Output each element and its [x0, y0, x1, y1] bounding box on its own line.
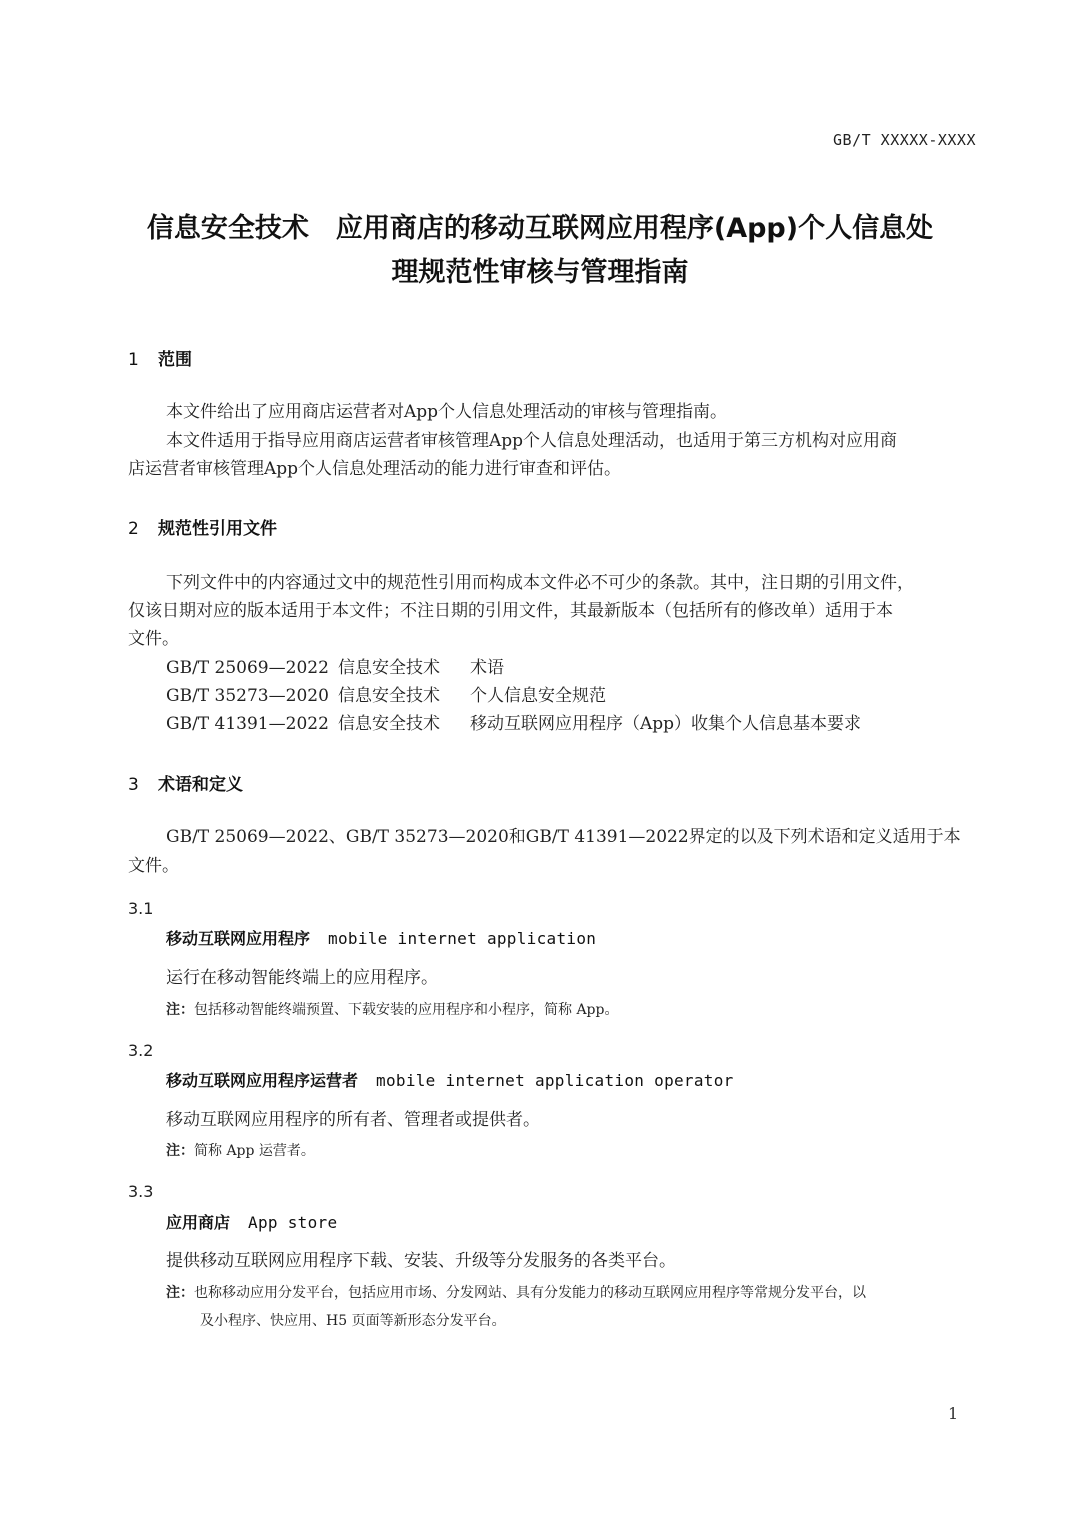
reference-field: 信息安全技术: [338, 686, 440, 706]
paragraph: 仅该日期对应的版本适用于本文件；不注日期的引用文件，其最新版本（包括所有的修改单）适用于本: [128, 601, 893, 621]
normative-reference: [166, 682, 606, 710]
paragraph: 本文件适用于指导应用商店运营者审核管理App个人信息处理活动，也适用于第三方机构对应用商: [166, 431, 898, 451]
section-number: 3: [128, 775, 139, 795]
normative-reference: [166, 710, 861, 738]
note-text: 包括移动智能终端预置、下载安装的应用程序和小程序，简称 App。: [194, 1002, 619, 1018]
normative-reference: [166, 654, 504, 682]
note-label: 注：: [166, 1143, 194, 1159]
term-entry: [166, 1210, 337, 1233]
paragraph: 文件。: [128, 856, 179, 876]
term-chinese: 移动互联网应用程序运营者: [166, 1071, 359, 1090]
reference-field: 信息安全技术: [338, 658, 440, 678]
page-number: 1: [948, 1404, 959, 1423]
term-number: 3.3: [128, 1182, 154, 1201]
document-title-line-1: 信息安全技术 应用商店的移动互联网应用程序(App)个人信息处: [146, 213, 934, 244]
note-label: 注：: [166, 1285, 194, 1301]
section-2-heading: [128, 514, 277, 539]
term-note-continuation: 及小程序、快应用、H5 页面等新形态分发平台。: [200, 1313, 506, 1329]
term-definition: 提供移动互联网应用程序下载、安装、升级等分发服务的各类平台。: [166, 1251, 676, 1271]
reference-title: 移动互联网应用程序（App）收集个人信息基本要求: [470, 714, 862, 734]
note-label: 注：: [166, 1002, 194, 1018]
section-title: 规范性引用文件: [158, 519, 277, 539]
paragraph: 文件。: [128, 629, 179, 649]
term-number: 3.2: [128, 1041, 154, 1060]
note-text: 也称移动应用分发平台，包括应用市场、分发网站、具有分发能力的移动互联网应用程序等常规分发平台，以: [194, 1285, 866, 1301]
term-number: 3.1: [128, 899, 154, 918]
section-number: 1: [128, 350, 139, 370]
term-entry: [166, 926, 596, 949]
note-text: 简称 App 运营者。: [194, 1143, 315, 1159]
term-entry: [166, 1068, 734, 1091]
reference-code: GB/T 35273—2020: [166, 686, 329, 706]
term-note: [166, 1140, 315, 1160]
term-english: mobile internet application: [328, 929, 597, 948]
document-title-line-2: 理规范性审核与管理指南: [391, 257, 689, 288]
term-note: [166, 999, 618, 1019]
section-title: 范围: [158, 350, 192, 370]
reference-title: 个人信息安全规范: [470, 686, 606, 706]
reference-code: GB/T 25069—2022: [166, 658, 329, 678]
reference-field: 信息安全技术: [338, 714, 440, 734]
reference-code: GB/T 41391—2022: [166, 714, 329, 734]
section-title: 术语和定义: [158, 775, 243, 795]
term-note: [166, 1282, 866, 1302]
paragraph: 下列文件中的内容通过文中的规范性引用而构成本文件必不可少的条款。其中，注日期的引用文件，: [166, 573, 914, 593]
term-chinese: 应用商店: [166, 1213, 231, 1232]
term-chinese: 移动互联网应用程序: [166, 929, 311, 948]
reference-title: 术语: [470, 658, 504, 678]
section-1-heading: [128, 345, 192, 370]
paragraph: 店运营者审核管理App个人信息处理活动的能力进行审查和评估。: [128, 459, 622, 479]
paragraph: 本文件给出了应用商店运营者对App个人信息处理活动的审核与管理指南。: [166, 402, 728, 422]
section-3-heading: [128, 770, 243, 795]
term-english: mobile internet application operator: [376, 1071, 734, 1090]
term-english: App store: [248, 1213, 338, 1232]
term-definition: 运行在移动智能终端上的应用程序。: [166, 968, 438, 988]
paragraph: GB/T 25069—2022、GB/T 35273—2020和GB/T 41391—2022界定的以及下列术语和定义适用于本: [166, 827, 961, 847]
standard-number: GB/T XXXXX-XXXX: [833, 131, 976, 149]
section-number: 2: [128, 519, 139, 539]
term-definition: 移动互联网应用程序的所有者、管理者或提供者。: [166, 1110, 540, 1130]
